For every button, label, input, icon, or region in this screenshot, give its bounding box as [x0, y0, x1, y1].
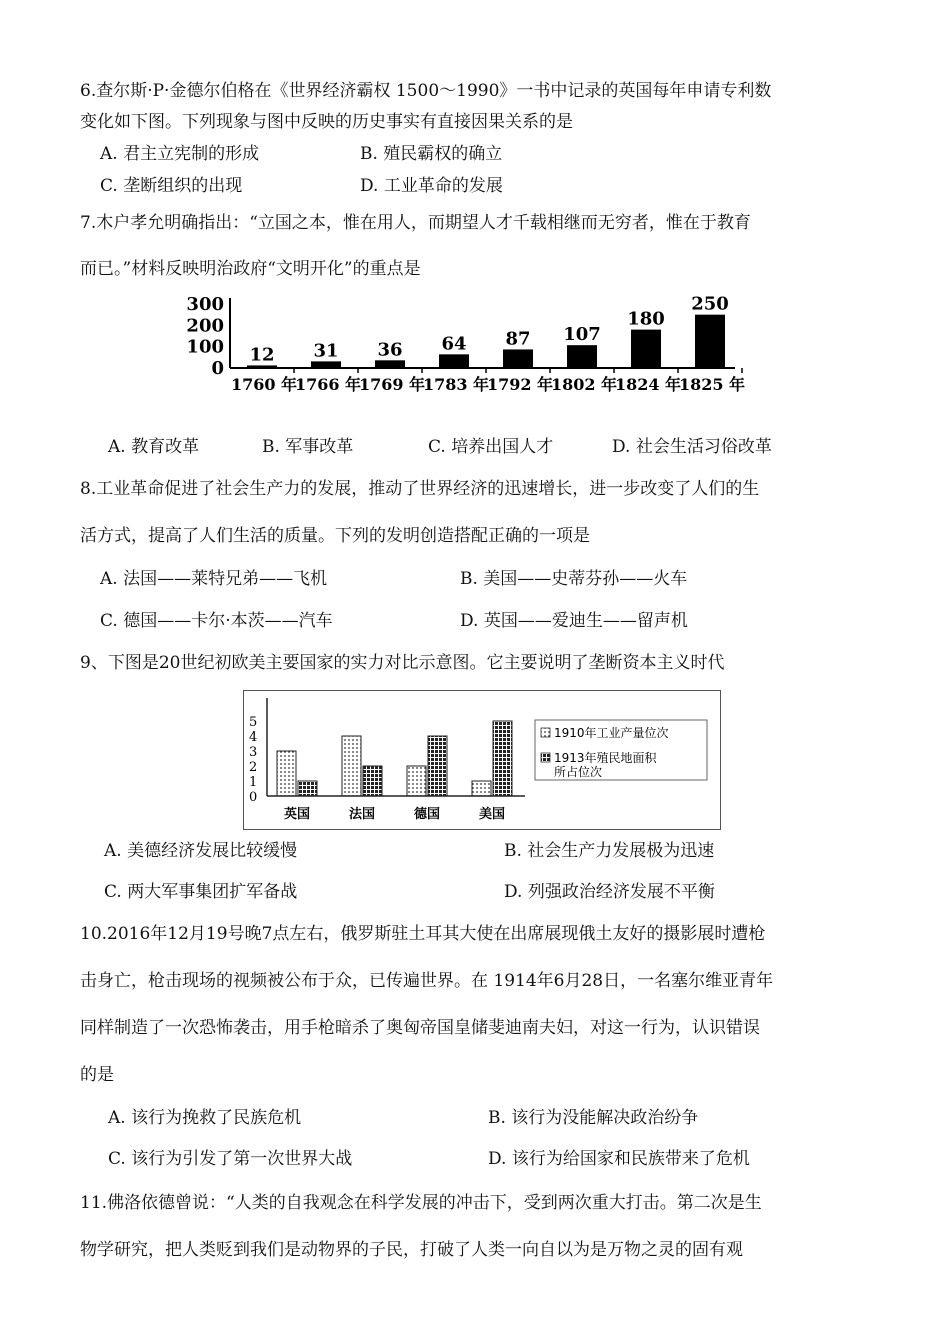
x-tick-label: 美国 — [478, 807, 506, 822]
q8-option-d: D. 英国——爱迪生——留声机 — [460, 611, 688, 631]
y-tick-label: 2 — [249, 760, 258, 775]
legend-entry-colonial-cont: 所占位次 — [554, 765, 603, 779]
q6-line-1: 6.查尔斯·P·金德尔伯格在《世界经济霸权 1500～1990》一书中记录的英国每年申请专利数 — [80, 81, 772, 101]
q9-option-b: B. 社会生产力发展极为迅速 — [504, 841, 715, 861]
x-tick-label: 1766 年 — [294, 375, 362, 394]
q9-line-1: 9、下图是20世纪初欧美主要国家的实力对比示意图。它主要说明了垄断资本主义时代 — [80, 653, 725, 673]
q10-option-a: A. 该行为挽救了民族危机 — [108, 1108, 302, 1128]
q11-line-2: 物学研究，把人类贬到我们是动物界的子民，打破了人类一向自以为是万物之灵的固有观 — [80, 1240, 743, 1260]
q10-option-c: C. 该行为引发了第一次世界大战 — [108, 1149, 353, 1169]
data-label: 31 — [313, 340, 339, 362]
y-tick-label: 4 — [249, 730, 258, 745]
bar — [493, 721, 512, 796]
q10-line-4: 的是 — [80, 1065, 114, 1085]
legend-entry-industrial: 1910年工业产量位次 — [554, 726, 669, 740]
bar — [375, 360, 405, 368]
x-tick-label: 德国 — [413, 807, 441, 822]
y-tick-label: 100 — [186, 336, 224, 358]
q7-option-a: A. 教育改革 — [108, 437, 200, 457]
bar — [503, 349, 533, 368]
data-label: 107 — [563, 324, 601, 346]
bar — [428, 736, 447, 796]
y-tick-label: 0 — [211, 358, 224, 379]
x-tick-label: 法国 — [348, 807, 376, 822]
legend-swatch-colonial — [541, 753, 550, 762]
bar — [567, 345, 597, 368]
legend-entry-colonial: 1913年殖民地面积 — [554, 751, 657, 765]
x-tick-label: 1769 年 — [358, 375, 426, 394]
q10-line-2: 击身亡，枪击现场的视频被公布于众，已传遍世界。在 1914年6月28日，一名塞尔维亚青年 — [80, 971, 774, 991]
q10-line-1: 10.2016年12月19号晚7点左右，俄罗斯驻土耳其大使在出席展现俄土友好的摄影展时遭枪 — [80, 924, 766, 944]
data-label: 12 — [249, 344, 275, 366]
bar — [472, 781, 491, 796]
y-tick-label: 3 — [249, 745, 258, 760]
q6-option-a: A. 君主立宪制的形成 — [100, 144, 260, 164]
bar — [298, 781, 317, 796]
x-tick-label: 1824 年 — [614, 375, 682, 394]
q8-line-2: 活方式，提高了人们生活的质量。下列的发明创造搭配正确的一项是 — [80, 526, 590, 546]
legend-swatch-industrial — [541, 728, 550, 737]
y-tick-label: 0 — [249, 790, 258, 805]
data-label: 36 — [377, 339, 403, 361]
patent-bar-chart — [180, 290, 750, 405]
x-tick-label: 1802 年 — [550, 375, 618, 394]
x-tick-label: 1825 年 — [678, 375, 746, 394]
x-tick-label: 1783 年 — [422, 375, 490, 394]
q7-line-2: 而已。”材料反映明治政府“文明开化”的重点是 — [80, 259, 421, 279]
y-tick-label: 300 — [186, 294, 224, 315]
q8-option-c: C. 德国——卡尔·本茨——汽车 — [100, 611, 333, 631]
q8-line-1: 8.工业革命促进了社会生产力的发展，推动了世界经济的迅速增长，进一步改变了人们的生 — [80, 479, 760, 499]
bar — [363, 766, 382, 796]
powers-bar-chart — [243, 690, 721, 830]
q9-option-c: C. 两大军事集团扩军备战 — [104, 882, 298, 902]
x-tick-label: 1792 年 — [486, 375, 554, 394]
y-tick-label: 5 — [249, 715, 258, 730]
data-label: 180 — [627, 308, 665, 330]
y-tick-label: 200 — [186, 315, 224, 337]
q9-option-d: D. 列强政治经济发展不平衡 — [504, 882, 715, 902]
q7-option-b: B. 军事改革 — [262, 437, 354, 457]
q6-option-b: B. 殖民霸权的确立 — [360, 144, 503, 164]
q11-line-1: 11.佛洛依德曾说：“人类的自我观念在科学发展的冲击下，受到两次重大打击。第二次是生 — [80, 1193, 762, 1213]
q9-option-a: A. 美德经济发展比较缓慢 — [104, 841, 298, 861]
q10-line-3: 同样制造了一次恐怖袭击，用手枪暗杀了奥匈帝国皇储斐迪南夫妇，对这一行为，认识错误 — [80, 1018, 760, 1038]
x-tick-label: 1760 年 — [230, 375, 298, 394]
q8-option-a: A. 法国——莱特兄弟——飞机 — [100, 569, 328, 589]
bar — [407, 766, 426, 796]
data-label: 64 — [441, 333, 467, 355]
q7-option-c: C. 培养出国人才 — [428, 437, 554, 457]
q6-line-2: 变化如下图。下列现象与图中反映的历史事实有直接因果关系的是 — [80, 112, 573, 132]
q6-option-c: C. 垄断组织的出现 — [100, 176, 243, 196]
q7-line-1: 7.木户孝允明确指出：“立国之本，惟在用人，而期望人才千载相继而无穷者，惟在于教育 — [80, 213, 751, 233]
bar — [439, 354, 469, 368]
x-tick-label: 英国 — [283, 807, 311, 822]
bar — [277, 751, 296, 796]
y-tick-label: 1 — [249, 775, 258, 790]
bar — [342, 736, 361, 796]
bar — [631, 330, 661, 368]
q6-option-d: D. 工业革命的发展 — [360, 176, 503, 196]
q10-option-d: D. 该行为给国家和民族带来了危机 — [488, 1149, 750, 1169]
data-label: 250 — [691, 293, 729, 315]
bar — [695, 315, 725, 368]
data-label: 87 — [505, 328, 531, 350]
q8-option-b: B. 美国——史蒂芬孙——火车 — [460, 569, 688, 589]
q7-option-d: D. 社会生活习俗改革 — [612, 437, 772, 457]
q10-option-b: B. 该行为没能解决政治纷争 — [488, 1108, 699, 1128]
